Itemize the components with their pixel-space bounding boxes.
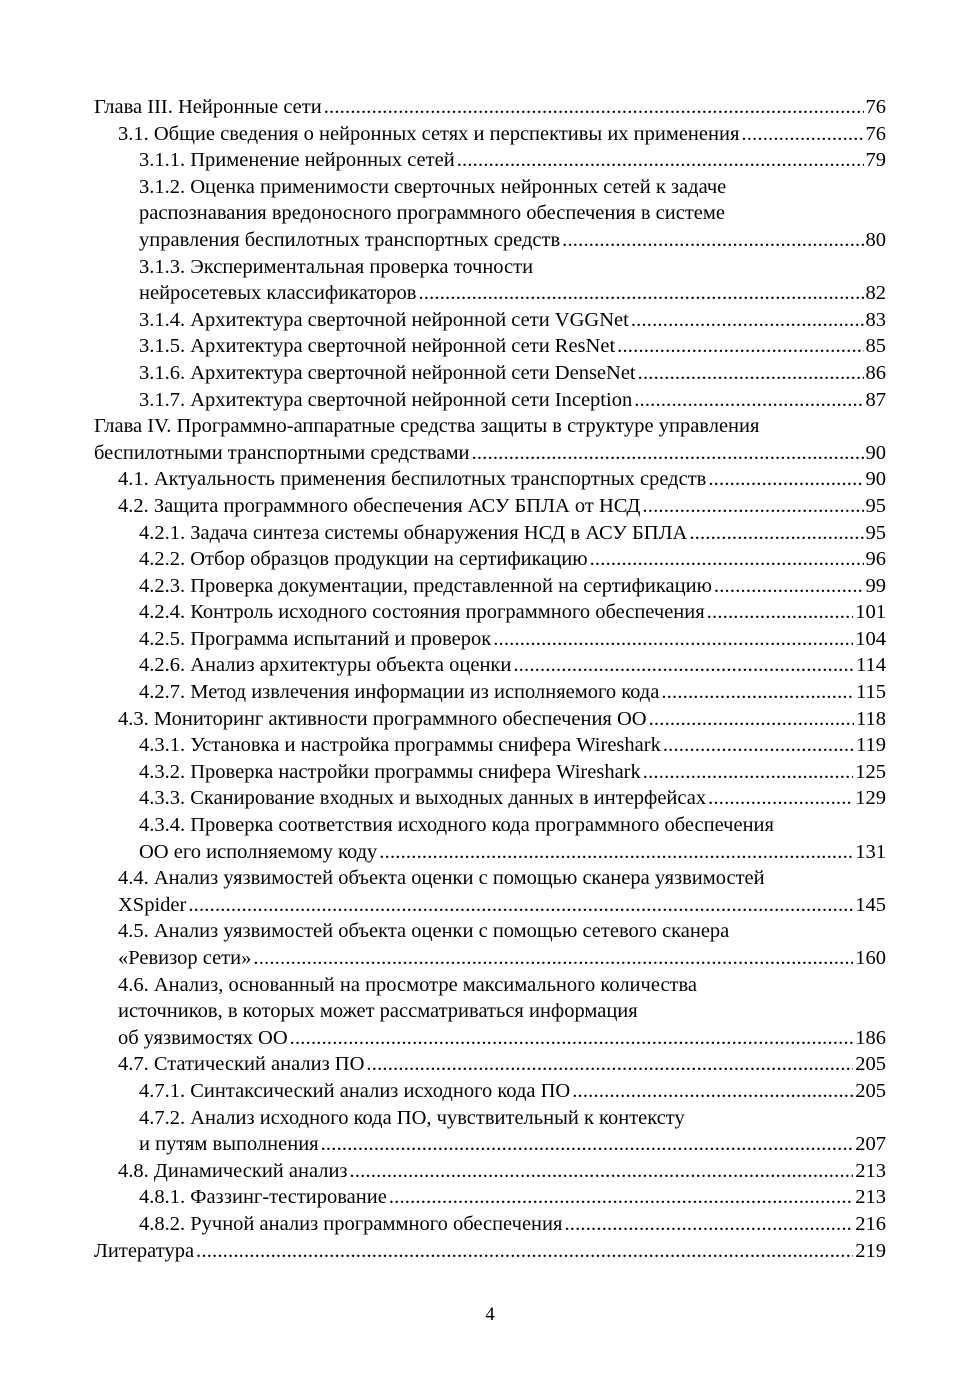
toc-entry-title: Глава III. Нейронные сети <box>94 96 322 118</box>
toc-page-number: 79 <box>865 149 886 172</box>
dot-leader <box>643 759 853 786</box>
toc-entry-title: 4.8. Динамический анализ <box>118 1159 348 1182</box>
toc-line <box>94 652 886 679</box>
dot-leader <box>642 493 863 520</box>
dot-leader <box>689 520 863 547</box>
toc-line <box>94 945 886 972</box>
toc-entry <box>94 972 886 1052</box>
toc-entry <box>94 1051 886 1078</box>
toc-entry <box>94 1105 886 1158</box>
toc-page-number: 96 <box>865 548 886 571</box>
toc-line <box>94 147 886 174</box>
toc-page-number: 76 <box>865 96 886 118</box>
toc-entry-title: 3.1.1. Применение нейронных сетей <box>139 149 455 172</box>
toc-entry <box>94 1158 886 1185</box>
toc-page-number: 216 <box>855 1212 886 1235</box>
toc-page-number: 95 <box>865 521 886 544</box>
toc-entry-title: 4.7.2. Анализ исходного кода ПО, чувствительный к контексту <box>139 1106 685 1129</box>
toc-entry <box>94 333 886 360</box>
dot-leader <box>634 387 863 414</box>
toc-entry <box>94 360 886 387</box>
toc-line <box>94 1051 886 1078</box>
toc-page-number: 125 <box>855 760 886 783</box>
toc-entry-title: 3.1.6. Архитектура сверточной нейронной сети DenseNet <box>139 361 636 384</box>
toc-line <box>94 493 886 520</box>
toc-entry <box>94 599 886 626</box>
toc-entry-title: 4.5. Анализ уязвимостей объекта оценки с помощью сетевого сканера <box>118 920 730 943</box>
dot-leader <box>493 626 853 653</box>
toc-entry-title: 4.2.4. Контроль исходного состояния программного обеспечения <box>139 601 705 624</box>
toc-entry <box>94 94 886 121</box>
toc-page-number: 90 <box>865 441 886 464</box>
dot-leader <box>741 121 863 148</box>
toc-entry-title: 4.7.1. Синтаксический анализ исходного кода ПО <box>139 1079 571 1102</box>
toc-line <box>94 706 886 733</box>
toc-line <box>94 812 886 839</box>
dot-leader <box>366 1051 853 1078</box>
toc-entry <box>94 121 886 148</box>
toc-entry-title: 4.3.4. Проверка соответствия исходного кода программного обеспечения <box>139 814 774 837</box>
toc-page-number: 119 <box>856 734 886 757</box>
toc-entry <box>94 573 886 600</box>
toc-page-number: 115 <box>856 681 886 704</box>
dot-leader <box>572 1078 853 1105</box>
toc-page-number: 87 <box>865 388 886 411</box>
toc-entry <box>94 254 886 307</box>
toc-entry <box>94 1078 886 1105</box>
dot-leader <box>714 573 864 600</box>
toc-entry-title: 4.2.5. Программа испытаний и проверок <box>139 627 492 650</box>
toc-page-number: 82 <box>865 282 886 305</box>
toc-entry <box>94 1184 886 1211</box>
toc-page-number: 205 <box>855 1079 886 1102</box>
toc-entry <box>94 812 886 865</box>
toc-entry-title: 4.7. Статический анализ ПО <box>118 1053 365 1076</box>
dot-leader <box>196 1238 853 1265</box>
toc-line <box>94 360 886 387</box>
toc-page-number: 118 <box>856 707 886 730</box>
toc-entry-title: 4.3. Мониторинг активности программного обеспечения ОО <box>118 707 647 730</box>
toc-entry <box>94 1238 886 1265</box>
toc-page-number: 160 <box>855 947 886 969</box>
toc-page-number: 101 <box>855 601 886 624</box>
toc-entry <box>94 706 886 733</box>
toc-page-number: 104 <box>855 627 886 650</box>
toc-line <box>94 1025 886 1052</box>
toc-entry-title: 3.1.4. Архитектура сверточной нейронной сети VGGNet <box>139 308 629 331</box>
toc-line <box>94 1105 886 1132</box>
toc-page-number: 213 <box>855 1159 886 1182</box>
toc-line <box>94 732 886 759</box>
toc-entry-title: 4.2. Защита программного обеспечения АСУ БПЛА от НСД <box>118 494 641 517</box>
toc-line <box>94 174 886 201</box>
toc-entry-title: источников, в которых может рассматриваться информация <box>118 1000 638 1023</box>
dot-leader <box>472 440 864 467</box>
toc-entry <box>94 413 886 466</box>
toc-entry <box>94 466 886 493</box>
toc-page-number: 186 <box>855 1026 886 1049</box>
toc-line <box>94 1238 886 1265</box>
toc-line <box>94 1131 886 1158</box>
toc-page-number: 86 <box>865 361 886 384</box>
toc-line <box>94 440 886 467</box>
toc-page-number: 219 <box>855 1239 886 1262</box>
toc-page-number: 90 <box>865 468 886 491</box>
toc-page-number: 85 <box>865 335 886 358</box>
toc-entry-title: об уязвимостях ОО <box>118 1026 288 1049</box>
toc-entry <box>94 918 886 971</box>
toc-line <box>94 892 886 919</box>
toc-line <box>94 546 886 573</box>
toc-line <box>94 998 886 1025</box>
toc-line <box>94 1078 886 1105</box>
toc-line <box>94 333 886 360</box>
toc-entry-title: 4.2.7. Метод извлечения информации из исполняемого кода <box>139 681 660 704</box>
toc-line <box>94 839 886 866</box>
dot-leader <box>324 94 864 121</box>
toc-entry <box>94 759 886 786</box>
toc-entry-title: 4.4. Анализ уязвимостей объекта оценки с помощью сканера уязвимостей <box>118 867 765 890</box>
toc-line <box>94 254 886 281</box>
toc-entry-title: 4.6. Анализ, основанный на просмотре максимального количества <box>118 973 698 996</box>
toc-line <box>94 626 886 653</box>
toc-entry-title: беспилотными транспортными средствами <box>94 441 470 464</box>
toc-entry <box>94 493 886 520</box>
toc-line <box>94 227 886 254</box>
toc-page-number: 129 <box>855 787 886 810</box>
toc-line <box>94 918 886 945</box>
toc-line <box>94 520 886 547</box>
toc-entry-title: 4.2.3. Проверка документации, представленной на сертификацию <box>139 574 712 597</box>
toc-entry-title: нейросетевых классификаторов <box>139 282 417 305</box>
toc-entry-title: 3.1. Общие сведения о нейронных сетях и перспективы их применения <box>118 122 740 145</box>
toc-entry <box>94 147 886 174</box>
toc-entry <box>94 520 886 547</box>
toc-entry-title: 4.2.1. Задача синтеза системы обнаружения НСД в АСУ БПЛА <box>139 521 688 544</box>
dot-leader <box>321 1131 854 1158</box>
table-of-contents <box>94 94 886 1264</box>
toc-line <box>94 1184 886 1211</box>
dot-leader <box>631 307 864 334</box>
dot-leader <box>590 546 864 573</box>
toc-entry <box>94 626 886 653</box>
toc-line <box>94 972 886 999</box>
toc-line <box>94 280 886 307</box>
dot-leader <box>379 839 853 866</box>
toc-page-number: 205 <box>855 1053 886 1076</box>
toc-entry-title: 4.2.6. Анализ архитектуры объекта оценки <box>139 654 512 677</box>
toc-entry <box>94 652 886 679</box>
toc-entry-title: 4.1. Актуальность применения беспилотных транспортных средств <box>118 468 707 491</box>
toc-entry-title: 3.1.5. Архитектура сверточной нейронной сети ResNet <box>139 335 616 358</box>
toc-page-number: 76 <box>865 122 886 145</box>
toc-entry <box>94 174 886 254</box>
toc-page-number: 99 <box>865 574 886 597</box>
toc-entry-title: 3.1.2. Оценка применимости сверточных нейронных сетей к задаче <box>139 175 727 198</box>
toc-line <box>94 121 886 148</box>
toc-line <box>94 865 886 892</box>
dot-leader <box>253 945 853 972</box>
toc-page-number: 80 <box>865 228 886 251</box>
toc-entry-title: и путям выполнения <box>139 1133 319 1156</box>
toc-page-number: 114 <box>856 654 886 677</box>
toc-line <box>94 1211 886 1238</box>
toc-line <box>94 599 886 626</box>
dot-leader <box>457 147 864 174</box>
dot-leader <box>649 706 854 733</box>
toc-entry <box>94 865 886 918</box>
dot-leader <box>513 652 854 679</box>
toc-page-number: 207 <box>855 1133 886 1156</box>
dot-leader <box>708 466 863 493</box>
dot-leader <box>663 732 854 759</box>
toc-entry-title: XSpider <box>118 893 187 916</box>
toc-entry <box>94 546 886 573</box>
dot-leader <box>290 1025 854 1052</box>
toc-page-number: 213 <box>855 1186 886 1209</box>
toc-entry-title: 3.1.3. Экспериментальная проверка точности <box>139 255 534 278</box>
dot-leader <box>188 892 853 919</box>
toc-entry <box>94 785 886 812</box>
toc-line <box>94 200 886 227</box>
toc-entry-title: 3.1.7. Архитектура сверточной нейронной сети Inception <box>139 388 633 411</box>
toc-page-number: 83 <box>865 308 886 331</box>
toc-page-number: 131 <box>855 840 886 863</box>
toc-entry-title: Глава IV. Программно-аппаратные средства защиты в структуре управления <box>94 415 760 438</box>
toc-entry <box>94 387 886 414</box>
dot-leader <box>562 227 863 254</box>
toc-entry-title: распознавания вредоносного программного обеспечения в системе <box>139 202 725 225</box>
dot-leader <box>389 1184 853 1211</box>
toc-entry-title: 4.3.3. Сканирование входных и выходных данных в интерфейсах <box>139 787 707 810</box>
toc-line <box>94 94 886 121</box>
toc-entry-title: 4.3.1. Установка и настройка программы снифера Wireshark <box>139 734 661 757</box>
toc-entry-title: управления беспилотных транспортных средств <box>139 228 561 251</box>
toc-line <box>94 573 886 600</box>
toc-entry-title: 4.2.2. Отбор образцов продукции на сертификацию <box>139 548 588 571</box>
dot-leader <box>564 1211 853 1238</box>
toc-entry <box>94 1211 886 1238</box>
dot-leader <box>350 1158 854 1185</box>
toc-page-number: 145 <box>855 893 886 916</box>
toc-page-number: 95 <box>865 494 886 517</box>
dot-leader <box>617 333 863 360</box>
toc-line <box>94 759 886 786</box>
toc-entry <box>94 307 886 334</box>
toc-line <box>94 466 886 493</box>
dot-leader <box>661 679 854 706</box>
toc-entry-title: «Ревизор сети» <box>118 947 252 969</box>
dot-leader <box>418 280 863 307</box>
page-number: 4 <box>485 1304 495 1325</box>
toc-entry-title: ОО его исполняемому коду <box>139 840 378 863</box>
toc-entry <box>94 679 886 706</box>
dot-leader <box>638 360 864 387</box>
toc-entry-title: 4.8.1. Фаззинг-тестирование <box>139 1186 387 1209</box>
toc-line <box>94 785 886 812</box>
toc-entry-title: Литература <box>94 1239 195 1262</box>
dot-leader <box>707 599 854 626</box>
toc-line <box>94 413 886 440</box>
toc-line <box>94 307 886 334</box>
toc-entry-title: 4.3.2. Проверка настройки программы снифера Wireshark <box>139 760 641 783</box>
toc-entry-title: 4.8.2. Ручной анализ программного обеспечения <box>139 1212 563 1235</box>
toc-line <box>94 1158 886 1185</box>
toc-line <box>94 387 886 414</box>
toc-entry <box>94 732 886 759</box>
toc-line <box>94 679 886 706</box>
dot-leader <box>708 785 853 812</box>
